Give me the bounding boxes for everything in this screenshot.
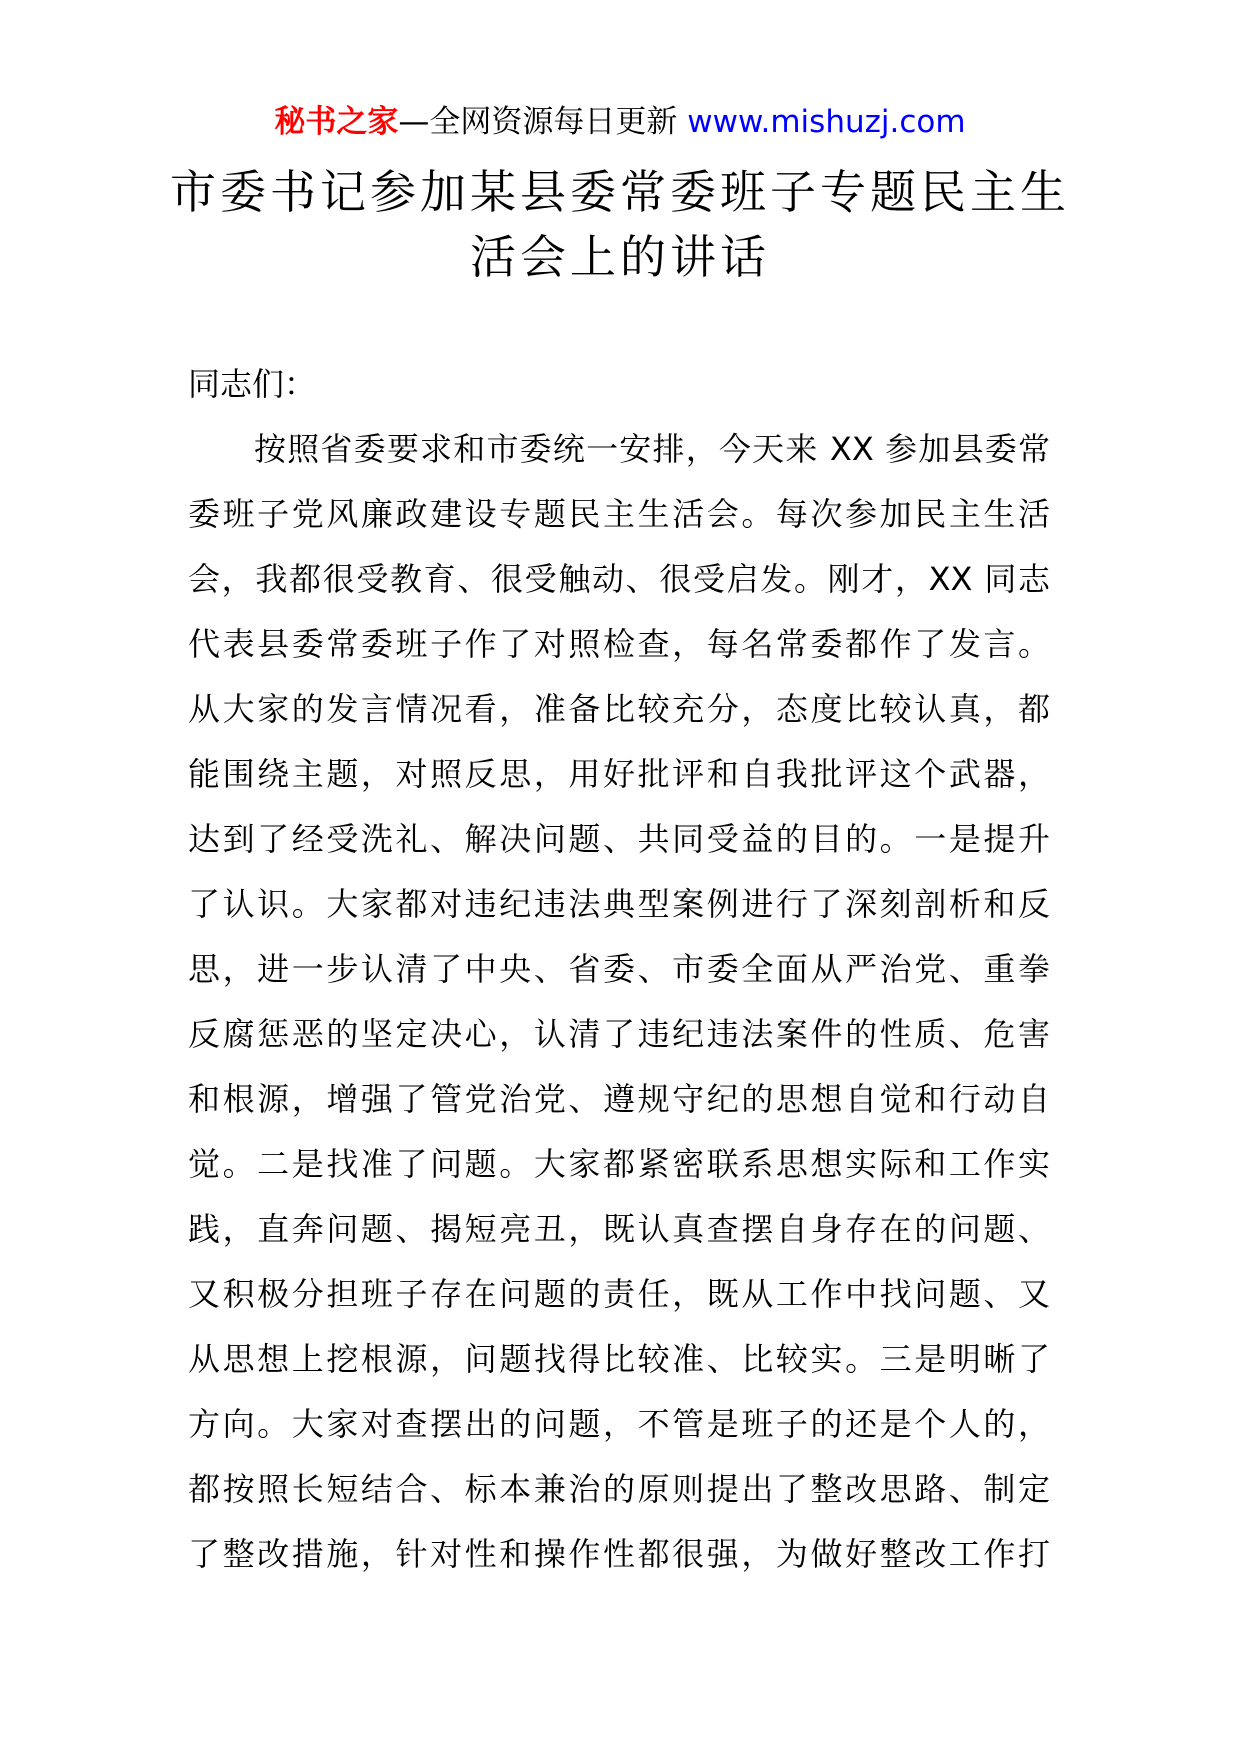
body-line: 思，进一步认清了中央、省委、市委全面从严治党、重拳: [188, 950, 1050, 988]
body-line: 了整改措施，针对性和操作性都很强，为做好整改工作打: [188, 1535, 1050, 1573]
body-line: 方向。大家对查摆出的问题，不管是班子的还是个人的，: [188, 1405, 1050, 1443]
body-line: 觉。二是找准了问题。大家都紧密联系思想实际和工作实: [188, 1145, 1050, 1183]
body-line: 按照省委要求和市委统一安排，今天来 XX 参加县委常: [254, 430, 1050, 468]
body-line: 能围绕主题，对照反思，用好批评和自我批评这个武器，: [188, 755, 1050, 793]
body-line: 了认识。大家都对违纪违法典型案例进行了深刻剖析和反: [188, 885, 1050, 923]
body-line: 从大家的发言情况看，准备比较充分，态度比较认真，都: [188, 690, 1050, 728]
site-url-link[interactable]: www.mishuzj.com: [687, 104, 966, 140]
document-title-line-1: 市委书记参加某县委常委班子专题民主生: [170, 165, 1070, 219]
body-line: 反腐惩恶的坚定决心，认清了违纪违法案件的性质、危害: [188, 1015, 1050, 1053]
body-line: 又积极分担班子存在问题的责任，既从工作中找问题、又: [188, 1275, 1050, 1313]
brand-name: 秘书之家: [274, 104, 399, 140]
body-line: 达到了经受洗礼、解决问题、共同受益的目的。一是提升: [188, 820, 1050, 858]
body-text: [188, 427, 1050, 1597]
salutation: 同志们：: [188, 365, 317, 403]
banner-tagline: —全网资源每日更新: [398, 104, 688, 140]
body-line: 会，我都很受教育、很受触动、很受启发。刚才，XX 同志: [188, 560, 1050, 598]
body-line: 都按照长短结合、标本兼治的原则提出了整改思路、制定: [188, 1470, 1050, 1508]
body-line: 从思想上挖根源，问题找得比较准、比较实。三是明晰了: [188, 1340, 1050, 1378]
document-title-line-2: 活会上的讲话: [470, 230, 770, 284]
body-line: 代表县委常委班子作了对照检查，每名常委都作了发言。: [188, 625, 1050, 663]
body-line: 委班子党风廉政建设专题民主生活会。每次参加民主生活: [188, 495, 1050, 533]
body-line: 和根源，增强了管党治党、遵规守纪的思想自觉和行动自: [188, 1080, 1050, 1118]
site-banner: [0, 100, 1240, 144]
body-line: 践，直奔问题、揭短亮丑，既认真查摆自身存在的问题、: [188, 1210, 1050, 1248]
